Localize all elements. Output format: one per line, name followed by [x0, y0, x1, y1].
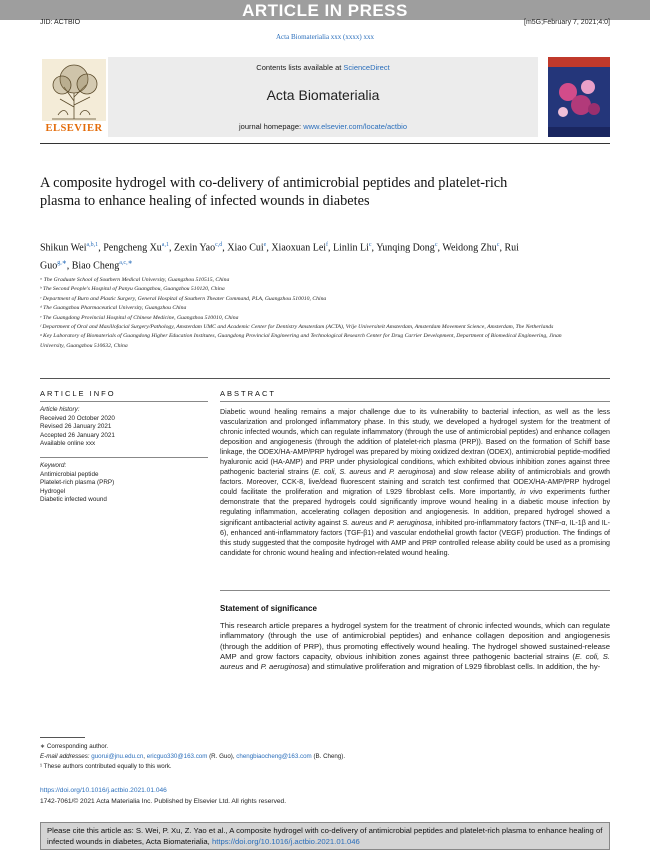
author-affiliation-marker[interactable]: c: [368, 242, 372, 248]
contents-prefix: Contents lists available at: [256, 63, 344, 72]
author-name[interactable]: Rui Guo: [40, 242, 519, 272]
abstract-italic: E. coli, S. aureus: [314, 468, 372, 477]
abstract-part: , inhibited pro-inflammatory factors (TNF-α, IL-1β and IL-6), enhanced anti-inflammatory factors (TGF-β1) and vascular endothelial growth factor (VEGF) production. The findings of this study suggested that the composite hydrogel with AMP and PRP controlled release ability could be used as a promising candidate for chronic wound healing and infection-related wound healing.: [220, 518, 610, 557]
copyright-line: 1742-7061/© 2021 Acta Materialia Inc. Published by Elsevier Ltd. All rights reserved.: [40, 798, 287, 805]
keyword-item: Antimicrobial peptide: [40, 470, 99, 478]
significance-part: and: [243, 662, 261, 672]
history-revised: Revised 26 January 2021: [40, 423, 112, 431]
journal-cover-image[interactable]: [548, 57, 610, 137]
affiliation-item: ᶠ Department of Oral and Maxillofacial Surgery/Pathology, Amsterdam UMC and Academic Center for Dentistry Amsterdam (ACTA), Vrije Universiteit Amsterdam, Amsterdam Movement Science, Amsterdam, The Netherlands: [40, 324, 554, 331]
email-owner: (R. Guo),: [207, 752, 237, 760]
affiliation-item: ᵇ The Second People's Hospital of Panyu Guangzhou, Guangzhou 510120, China: [40, 286, 225, 293]
email-separator: ,: [143, 752, 147, 760]
affiliation-item: ᵈ The Guangzhou Pharmaceutical University, Guangzhou China: [40, 305, 187, 312]
author-name[interactable]: Pengcheng Xu: [103, 242, 162, 254]
article-in-press-label: ARTICLE IN PRESS: [242, 1, 408, 20]
significance-italic: E. coli, S. aureus: [220, 651, 610, 672]
abstract-italic: P. aeruginosa: [388, 518, 432, 527]
author-affiliation-marker[interactable]: e: [263, 242, 267, 248]
history-online: Available online xxx: [40, 440, 96, 448]
affiliation-divider: [40, 378, 610, 379]
significance-text: [220, 621, 610, 672]
author-name[interactable]: Xiaoxuan Lei: [271, 242, 327, 254]
email-label: E-mail addresses:: [40, 752, 92, 760]
abstract-part: Diabetic wound healing remains a major challenge due to its vulnerability to bacterial infection, as well as the less vascularization and prolonged inflammatory phase. In this study, we developed a hydrogel system for the treatment of chronic infected wounds, which can regulate inflammatory (through the use of antimicrobial peptides) and enhance collagen deposition and angiogenesis (through the addition of platelet-rich plasma (PRP)). Based on the formation of Schiff base linkage, the ODEX/HA-AMP/PRP hydrogel was prepared by mixing oxidized dextran (ODEX), antimicrobial peptide-modified hyaluronic acid (HA-AMP) and PRP under physiological conditions, which exhibited obvious inhibition zones against three pathogenic bacterial strains (: [220, 408, 610, 477]
citation-text: [47, 826, 603, 848]
author-affiliation-marker[interactable]: g,∗: [57, 259, 67, 266]
keyword-item: Platelet-rich plasma (PRP): [40, 479, 115, 487]
contents-line: [108, 63, 538, 72]
author-list: Shikun Wei$^{a,b,1}$, Pengcheng Xu$^{a,1}$, Zexin Yao$^{c,d}$, Xiao Cui$^e$, Xiaoxuan Lei$^f$, Linlin Li$^c$, Yunqing Dong$^c$, Weidong Zhu$^c$, Rui Guo$^{g,∗}$, Biao Cheng$^{a,c,∗}$: [40, 242, 519, 272]
article-info-heading: ARTICLE INFO: [40, 389, 116, 398]
abstract-end-divider: [220, 590, 610, 591]
abstract-italic: in vivo: [520, 488, 543, 497]
journal-homepage: [108, 122, 538, 131]
abstract-heading: ABSTRACT: [220, 389, 277, 398]
elsevier-wordmark: ELSEVIER: [45, 123, 103, 134]
journal-name: Acta Biomaterialia: [266, 87, 380, 103]
significance-heading: Statement of significance: [220, 604, 317, 613]
author-affiliation-marker[interactable]: a,b,1: [86, 242, 99, 248]
elsevier-logo[interactable]: [40, 57, 108, 137]
journal-citation-link[interactable]: Acta Biomaterialia xxx (xxxx) xxx: [276, 33, 374, 41]
history-received: Received 20 October 2020: [40, 414, 115, 422]
email-link[interactable]: ericguo330@163.com: [146, 752, 208, 760]
affiliation-item: ᵃ The Graduate School of Southern Medical University, Guangzhou 510515, China: [40, 277, 230, 283]
email-link[interactable]: guorui@jnu.edu.cn: [91, 752, 144, 760]
abstract-part: and: [371, 468, 390, 477]
equal-contribution-note: ¹ These authors contributed equally to this work.: [40, 762, 172, 770]
abstract-divider: [220, 401, 610, 402]
keyword-item: Diabetic infected wound: [40, 496, 107, 504]
affiliation-item: ᶜ Department of Burn and Plastic Surgery, General Hospital of Southern Theater Command, PLA, Guangzhou 510010, China: [40, 295, 327, 302]
affiliation-item: ᵍ Key Laboratory of Biomaterials of Guangdong Higher Education Institutes, Guangdong Provincial Engineering and Technological Research Center for Drug Carrier Development, Department of Biomedical Engineering, Jinan University, Guangzhou 510632, China: [40, 333, 562, 349]
cover-art-icon: [548, 57, 610, 137]
author-affiliation-marker[interactable]: a,1: [161, 242, 169, 248]
keywords-label: Keyword:: [40, 462, 67, 469]
masthead-center: [108, 57, 538, 137]
abstract-part: and: [372, 518, 389, 527]
keywords-divider: [40, 457, 208, 458]
author-name[interactable]: Yunqing Dong: [376, 242, 435, 254]
homepage-link[interactable]: www.elsevier.com/locate/actbio: [303, 122, 407, 131]
significance-italic: P. aeruginosa: [260, 662, 308, 672]
author-name[interactable]: Biao Cheng: [71, 260, 120, 272]
significance-part: ) and stimulative proliferation and migration of L929 fibroblast cells. In addition, the hy-: [307, 662, 601, 672]
author-affiliation-marker[interactable]: c,d: [215, 242, 223, 248]
article-info-divider: [40, 401, 208, 402]
homepage-prefix: journal homepage:: [238, 122, 304, 131]
email-addresses: [40, 752, 540, 762]
journal-masthead: [40, 57, 610, 137]
abstract-part: ) and slow release ability of antimicrobials and growth factors. Moreover, CCK-8, live/dead fluorescent staining and scratch test confirmed that ODEX/HA-AMP/PRP hydrogel could facilitate the proliferation and migration of L929 fibroblast cells. More importantly,: [220, 468, 610, 497]
author-affiliation-marker[interactable]: c: [434, 242, 438, 248]
doi-link[interactable]: https://doi.org/10.1016/j.actbio.2021.01.046: [40, 787, 167, 794]
author-affiliation-marker[interactable]: a,c,∗: [119, 259, 133, 266]
history-label: Article history:: [40, 406, 80, 413]
abstract-text: [220, 407, 610, 558]
abstract-part: experiments further demonstrate that the prepared hydrogels could significantly improve wound healing in a diabetic mouse infection by regulating inflammation, accelerating collagen deposition and angiogenesis. In addition, prepared hydrogel showed a significant antibacterial activity against: [220, 488, 610, 527]
elsevier-tree-icon: [40, 57, 108, 123]
author-name[interactable]: Linlin Li: [333, 242, 369, 254]
author-affiliation-marker[interactable]: c: [496, 242, 500, 248]
journal-id: JID: ACTBIO: [40, 19, 81, 26]
author-name[interactable]: Zexin Yao: [173, 242, 216, 254]
sciencedirect-link[interactable]: ScienceDirect: [343, 63, 390, 72]
corresponding-author-note: ∗ Corresponding author.: [40, 743, 109, 750]
email-owner: (B. Cheng).: [311, 752, 346, 760]
abstract-italic: P. aeruginosa: [389, 468, 434, 477]
article-title: A composite hydrogel with co-delivery of antimicrobial peptides and platelet-rich plasma to enhance healing of infected wounds in diabetes: [40, 175, 508, 209]
citation-box: [40, 822, 610, 850]
article-history: [40, 406, 208, 449]
citation-body: Please cite this article as: S. Wei, P. Xu, Z. Yao et al., A composite hydrogel with co-delivery of antimicrobial peptides and platelet-rich plasma to enhance healing of infected wounds in diabetes, Acta Biomaterialia,: [47, 826, 603, 846]
significance-part: This research article prepares a hydrogel system for the treatment of chronic infected wounds, which can regulate inflammatory (through the use of antimicrobial peptides) and enhance collagen deposition and angiogenesis (through the addition of PRP), thus promoting effectively wound healing. The hydrogel showed sustained-release AMP and grow factors capacity, obvious inhibition zones against three pathogenic bacterial strains (: [220, 621, 610, 661]
keyword-list: [40, 462, 208, 505]
affiliation-list: [40, 276, 580, 351]
history-accepted: Accepted 26 January 2021: [40, 431, 115, 439]
footnote-divider: [40, 737, 85, 738]
manuscript-stamp: [m5G;February 7, 2021;4:0]: [524, 19, 610, 26]
author-affiliation-marker[interactable]: f: [326, 242, 329, 248]
author-name[interactable]: Weidong Zhu: [442, 242, 497, 254]
masthead-divider: [40, 143, 610, 144]
affiliation-item: ᵉ The Guangdong Provincial Hospital of Chinese Medicine, Guangzhou 510010, China: [40, 314, 239, 321]
abstract-italic: S. aureus: [342, 518, 373, 527]
keyword-item: Hydrogel: [40, 487, 66, 495]
footnotes: [40, 742, 540, 771]
email-link[interactable]: chengbiaocheng@163.com: [236, 752, 312, 760]
citation-doi-link[interactable]: https://doi.org/10.1016/j.actbio.2021.01.046: [211, 836, 360, 846]
author-name[interactable]: Shikun Wei: [40, 242, 87, 254]
author-name[interactable]: Xiao Cui: [227, 242, 264, 254]
